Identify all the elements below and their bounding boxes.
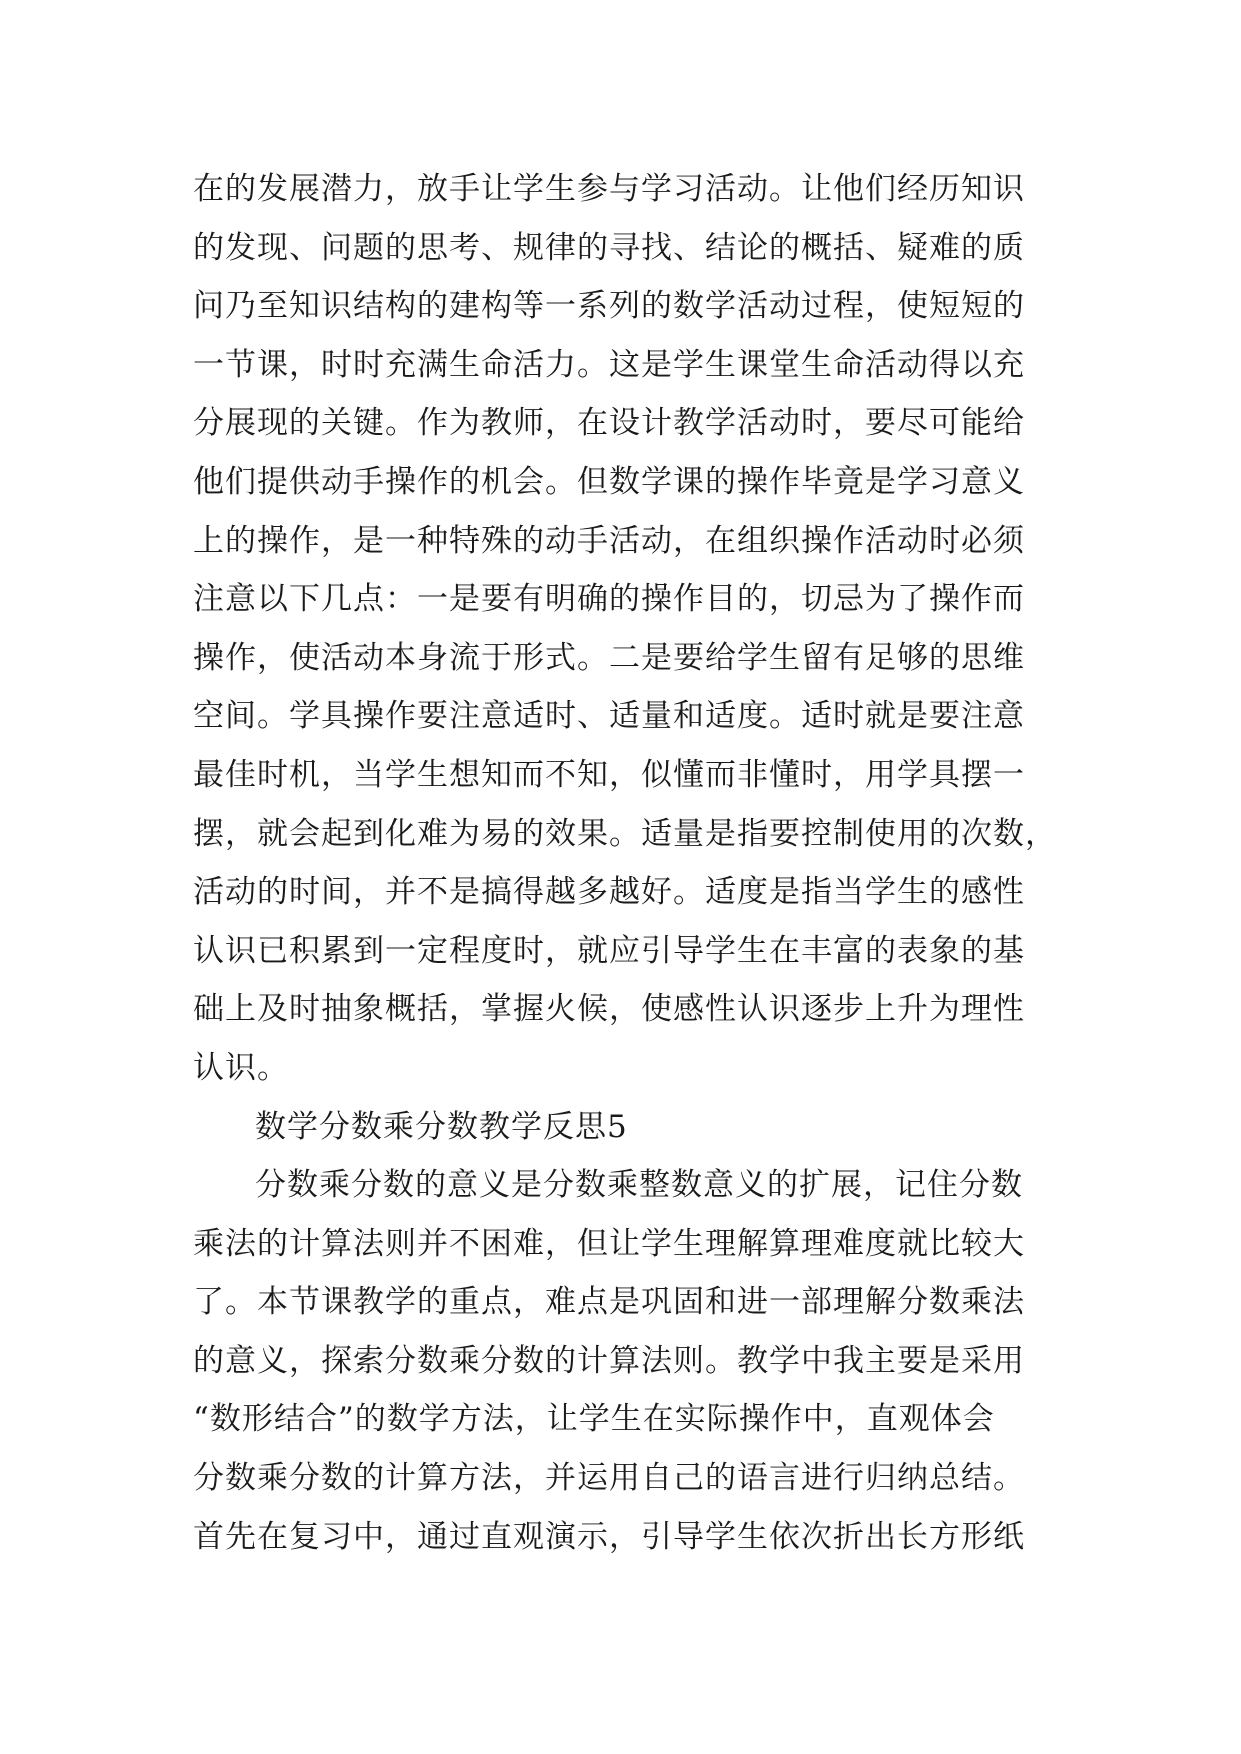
text-line: 认识。: [193, 1049, 289, 1086]
text-line: 上的操作，是一种特殊的动手活动，在组织操作活动时必须: [193, 522, 1025, 559]
text-line: 摆，就会起到化难为易的效果。适量是指要控制使用的次数，: [193, 815, 1057, 852]
text-line: 他们提供动手操作的机会。但数学课的操作毕竟是学习意义: [193, 463, 1025, 500]
text-line: 注意以下几点：一是要有明确的操作目的，切忌为了操作而: [193, 581, 1025, 618]
section-heading: 数学分数乘分数教学反思5: [255, 1108, 628, 1145]
text-line: 最佳时机，当学生想知而不知，似懂而非懂时，用学具摆一: [193, 756, 1025, 793]
text-line: “数形结合”的数学方法，让学生在实际操作中，直观体会: [193, 1401, 995, 1438]
text-line: 了。本节课教学的重点，难点是巩固和进一部理解分数乘法: [193, 1284, 1025, 1321]
text-line: 活动的时间，并不是搞得越多越好。适度是指当学生的感性: [193, 874, 1025, 911]
text-line: 的意义，探索分数乘分数的计算法则。教学中我主要是采用: [193, 1342, 1025, 1379]
text-line: 操作，使活动本身流于形式。二是要给学生留有足够的思维: [193, 639, 1025, 676]
text-line: 分数乘分数的计算方法，并运用自己的语言进行归纳总结。: [193, 1460, 1025, 1497]
text-line: 乘法的计算法则并不困难，但让学生理解算理难度就比较大: [193, 1225, 1025, 1262]
text-line: 的发现、问题的思考、规律的寻找、结论的概括、疑难的质: [193, 229, 1025, 266]
text-line: 首先在复习中，通过直观演示，引导学生依次折出长方形纸: [193, 1518, 1025, 1555]
text-line: 础上及时抽象概括，掌握火候，使感性认识逐步上升为理性: [193, 991, 1025, 1028]
text-line: 空间。学具操作要注意适时、适量和适度。适时就是要注意: [193, 698, 1025, 735]
body-text: [193, 160, 1073, 1566]
text-line: 分数乘分数的意义是分数乘整数意义的扩展，记住分数: [255, 1167, 1023, 1204]
text-line: 分展现的关键。作为教师，在设计教学活动时，要尽可能给: [193, 405, 1025, 442]
text-line: 认识已积累到一定程度时，就应引导学生在丰富的表象的基: [193, 932, 1025, 969]
text-line: 一节课，时时充满生命活力。这是学生课堂生命活动得以充: [193, 346, 1025, 383]
text-line: 在的发展潜力，放手让学生参与学习活动。让他们经历知识: [193, 171, 1025, 207]
text-line: 问乃至知识结构的建构等一系列的数学活动过程，使短短的: [193, 288, 1025, 325]
